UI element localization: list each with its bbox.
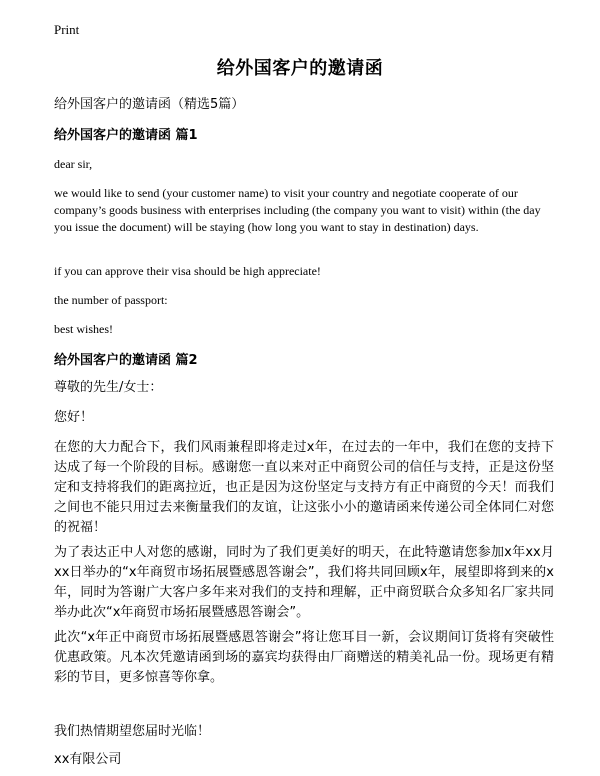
section-1-heading: 给外国客户的邀请函 篇1: [54, 128, 198, 143]
letter-2-signature: xx有限公司: [54, 752, 122, 767]
section-2-paragraph: [54, 750, 554, 770]
section-1-paragraph: [54, 292, 554, 309]
letter-2-paragraph: 为了表达正中人对您的感谢，同时为了我们更美好的明天，在此特邀请您参加x年xx月xx日举办的“x年商贸市场拓展暨感恩答谢会”，我们将共同回顾x年，展望即将到来的x年，同时为答谢广大客户多年来对我们的支持和理解，正中商贸联合众多知名厂家共同举办此次“x年商贸市场拓展暨感恩答谢会”。: [54, 545, 554, 620]
letter-1-closing: best wishes!: [54, 322, 113, 336]
document-subtitle: 给外国客户的邀请函（精选5篇）: [54, 97, 245, 112]
section-2-paragraph: [54, 722, 554, 742]
letter-2-paragraph: 此次“x年正中商贸市场拓展暨感恩答谢会”将让您耳目一新，会议期间订货将有突破性优惠政策。凡本次凭邀请函到场的嘉宾均获得由厂商赠送的精美礼品一份。现场更有精彩的节目，更多惊喜等你拿。: [54, 630, 554, 685]
letter-1-paragraph: if you can approve their visa should be high appreciate!: [54, 264, 321, 278]
section-2-paragraph: [54, 438, 554, 538]
letter-1-passport-line: the number of passport:: [54, 293, 168, 307]
letter-2-greeting: 您好！: [54, 410, 94, 425]
letter-1-paragraph: we would like to send (your customer name) to visit your country and negotiate cooperate of our company’s goods business with enterprises including (the company you want to visit) within (the day you issue the document) will be staying (how long you want to stay in destination) days.: [54, 186, 541, 234]
section-1-paragraph: [54, 263, 554, 280]
section-2-paragraph: [54, 628, 554, 688]
section-2-heading: 给外国客户的邀请函 篇2: [54, 353, 198, 368]
section-2-paragraph: [54, 378, 554, 398]
letter-2-salutation: 尊敬的先生/女士：: [54, 380, 163, 395]
section-1-body: [54, 156, 554, 173]
section-2-paragraph: [54, 543, 554, 623]
page-title: 给外国客户的邀请函: [216, 58, 384, 79]
section-1-paragraph: [54, 321, 554, 338]
letter-2-closing: 我们热情期望您届时光临！: [54, 724, 211, 739]
letter-2-paragraph: 在您的大力配合下，我们风雨兼程即将走过x年，在过去的一年中，我们在您的支持下达成了每一个阶段的目标。感谢您一直以来对正中商贸公司的信任与支持，正是这份坚定和支持将我们的距离拉近，也正是因为这份坚定与支持方有正中商贸的今天！而我们之间也不能只用过去来衡量我们的友谊，让这张小小的邀请函来传递公司全体同仁对您的祝福！: [54, 440, 554, 535]
print-link[interactable]: Print: [54, 22, 80, 37]
section-2-paragraph: [54, 408, 554, 428]
letter-1-salutation: dear sir,: [54, 157, 93, 171]
section-1-paragraph: [54, 185, 554, 236]
